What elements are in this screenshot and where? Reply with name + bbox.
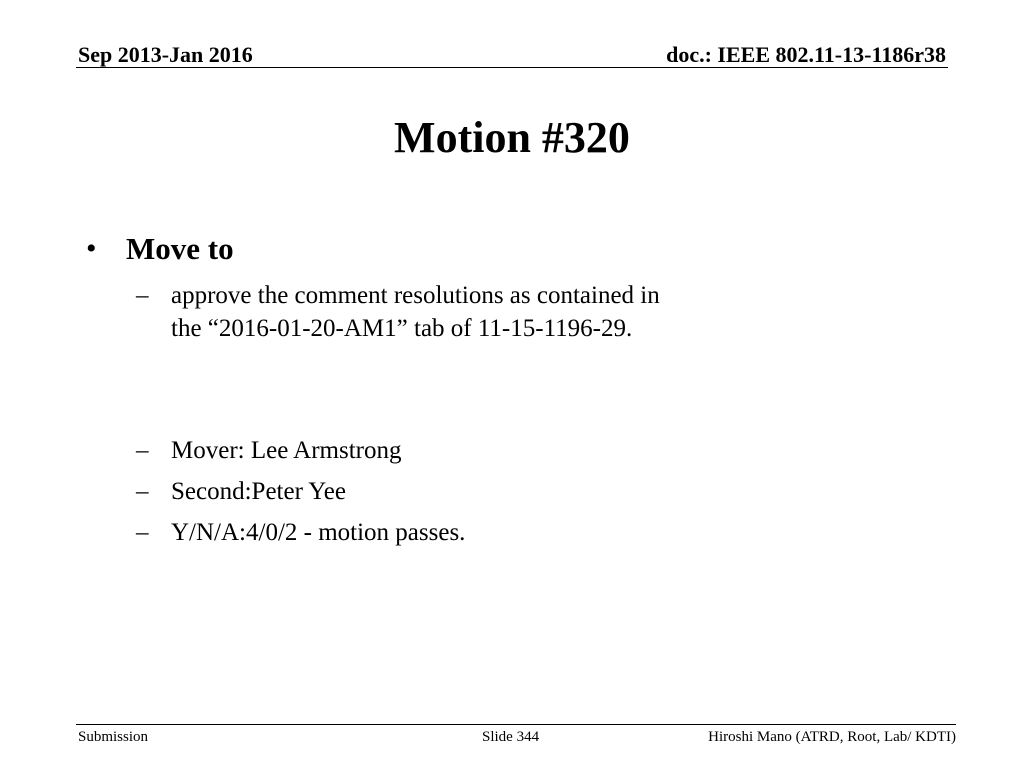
sub-item-text [171, 279, 660, 345]
footer-submission: Submission [78, 729, 149, 745]
bullet-icon: • [86, 232, 97, 265]
header-divider [76, 67, 948, 68]
sub-item-text: Y/N/A:4/0/2 - motion passes. [171, 519, 466, 546]
sub-item-line: the “2016-01-20-AM1” tab of 11-15-1196-29. [171, 315, 633, 342]
footer-divider [76, 724, 956, 725]
dash-icon: – [136, 282, 149, 309]
sub-item-text: Mover: Lee Armstrong [171, 437, 402, 464]
dash-icon: – [136, 519, 149, 546]
header-doc-id: doc.: IEEE 802.11-13-1186r38 [666, 42, 946, 67]
footer-author: Hiroshi Mano (ATRD, Root, Lab/ KDTI) [708, 729, 956, 745]
sub-item-text: Second:Peter Yee [171, 478, 346, 505]
dash-icon: – [136, 437, 149, 464]
bullet-label: Move to [126, 231, 234, 266]
slide-title: Motion #320 [394, 113, 630, 162]
footer-slide-number: Slide 344 [482, 729, 540, 745]
header-date-range: Sep 2013-Jan 2016 [78, 42, 253, 67]
sub-item-line: approve the comment resolutions as contained in [171, 282, 660, 309]
dash-icon: – [136, 478, 149, 505]
